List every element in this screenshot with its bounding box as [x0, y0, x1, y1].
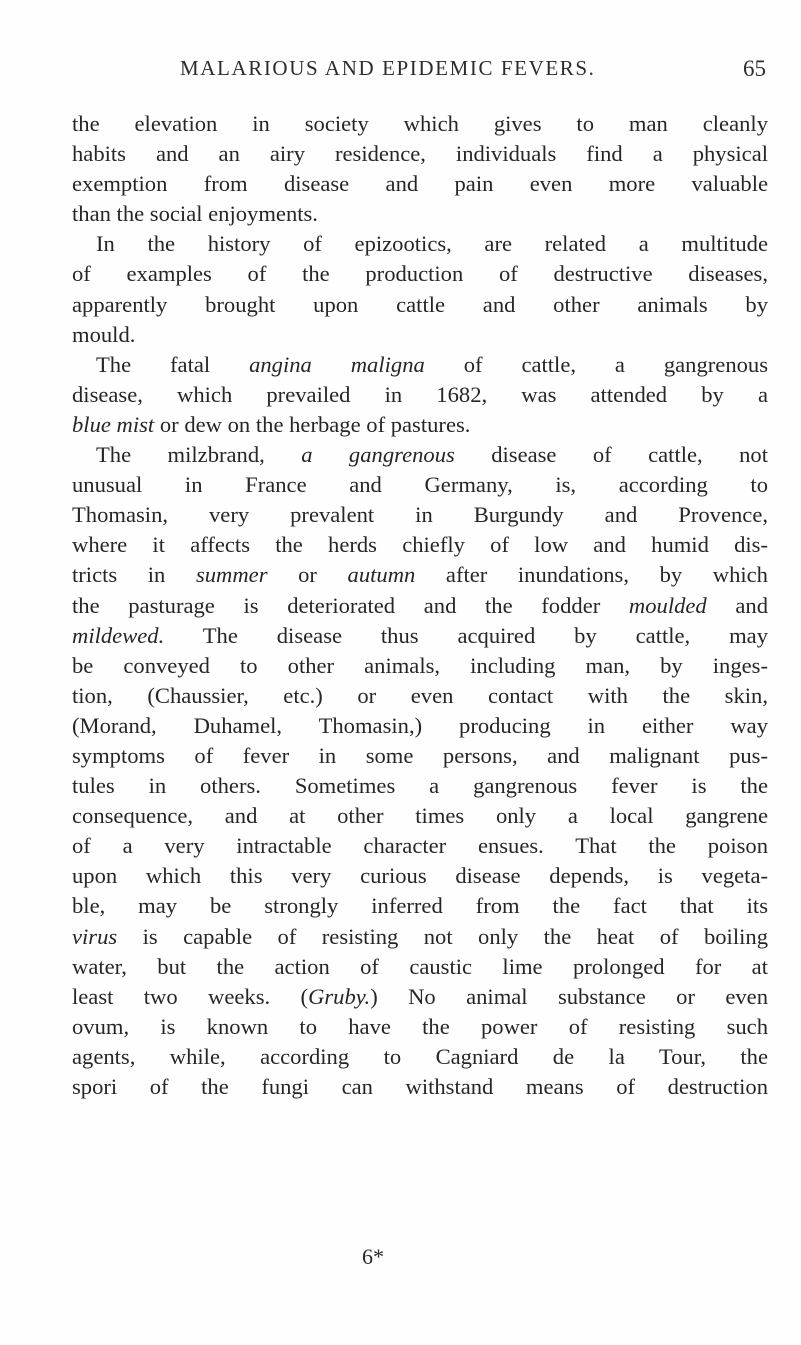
text-line	[72, 741, 768, 771]
text-line	[72, 109, 768, 139]
text-segment: of cattle, a gangrenous	[424, 351, 768, 377]
text-segment: (Morand, Duhamel, Thomasin,) producing in either way	[72, 712, 768, 738]
text-segment: or	[267, 562, 348, 588]
text-segment: water, but the action of caustic lime prolonged for at	[72, 953, 768, 979]
text-line	[72, 440, 768, 470]
text-segment: symptoms of fever in some persons, and malignant pus-	[72, 742, 768, 768]
text-segment: than the social enjoyments.	[72, 201, 318, 227]
text-segment: tules in others. Sometimes a gangrenous fever is the	[72, 773, 768, 799]
text-segment: The fatal	[96, 351, 250, 377]
text-segment: The milzbrand,	[96, 442, 302, 468]
text-line	[72, 139, 768, 169]
text-segment: apparently brought upon cattle and other animals by	[72, 291, 768, 317]
text-segment: where it affects the herds chiefly of low and humid dis-	[72, 532, 768, 558]
text-line	[72, 380, 768, 410]
running-head: MALARIOUS AND EPIDEMIC FEVERS.	[180, 56, 596, 80]
text-line	[72, 320, 768, 350]
text-line	[72, 711, 768, 741]
text-line	[72, 681, 768, 711]
text-segment: ovum, is known to have the power of resisting such	[72, 1013, 768, 1039]
text-segment: after inundations, by which	[415, 562, 768, 588]
text-segment: spori of the fungi can withstand means of destruction	[72, 1074, 768, 1099]
text-line	[72, 410, 768, 440]
text-line	[72, 982, 768, 1012]
italic-text: a gangrenous	[301, 442, 455, 468]
text-segment: agents, while, according to Cagniard de la Tour, the	[72, 1043, 768, 1069]
text-line	[72, 621, 768, 651]
text-segment: least two weeks. (	[72, 983, 309, 1009]
body-text	[72, 109, 768, 1102]
italic-text: autumn	[347, 562, 416, 588]
text-line	[72, 771, 768, 801]
text-line	[72, 831, 768, 861]
text-line	[72, 290, 768, 320]
italic-text: summer	[195, 562, 268, 588]
italic-text: moulded	[628, 592, 707, 618]
text-line	[72, 530, 768, 560]
text-segment: exemption from disease and pain even more valuable	[72, 171, 768, 197]
text-line	[72, 801, 768, 831]
text-line	[72, 952, 768, 982]
text-segment: Thomasin, very prevalent in Burgundy and Provence,	[72, 502, 768, 528]
text-line	[72, 861, 768, 891]
italic-text: angina maligna	[249, 351, 425, 377]
text-segment: the pasturage is deteriorated and the fodder	[72, 592, 629, 618]
text-line	[72, 259, 768, 289]
italic-text: Gruby.	[308, 983, 371, 1009]
text-line	[72, 470, 768, 500]
text-line	[72, 1042, 768, 1072]
text-segment: disease, which prevailed in 1682, was attended by a	[72, 381, 768, 407]
text-segment: the elevation in society which gives to man cleanly	[72, 111, 768, 136]
signature-mark: 6*	[362, 1244, 384, 1269]
text-line	[72, 229, 768, 259]
page-number: 65	[743, 56, 766, 81]
text-line	[72, 922, 768, 952]
text-segment: consequence, and at other times only a local gangrene	[72, 803, 768, 829]
text-segment: In the history of epizootics, are related a multitude	[96, 231, 768, 257]
text-line	[72, 500, 768, 530]
text-segment: or dew on the herbage of pastures.	[154, 411, 471, 437]
text-line	[72, 891, 768, 921]
text-segment: disease of cattle, not	[454, 442, 768, 468]
text-line	[72, 1072, 768, 1102]
text-segment: tion, (Chaussier, etc.) or even contact with the skin,	[72, 682, 768, 708]
italic-text: virus	[72, 923, 118, 949]
text-segment: upon which this very curious disease depends, is vegeta-	[72, 863, 768, 889]
text-line	[72, 651, 768, 681]
text-segment: ble, may be strongly inferred from the fact that its	[72, 893, 768, 919]
text-line	[72, 1012, 768, 1042]
text-segment: ) No animal substance or even	[370, 983, 768, 1009]
text-segment: and	[706, 592, 768, 618]
text-segment: of examples of the production of destructive diseases,	[72, 261, 768, 287]
text-line	[72, 350, 768, 380]
text-segment: be conveyed to other animals, including man, by inges-	[72, 652, 768, 678]
text-line	[72, 560, 768, 590]
text-line	[72, 169, 768, 199]
text-segment: habits and an airy residence, individuals find a physical	[72, 141, 768, 167]
italic-text: blue mist	[72, 411, 155, 437]
text-segment: is capable of resisting not only the heat of boiling	[117, 923, 768, 949]
page-header	[128, 56, 766, 90]
text-segment: tricts in	[72, 562, 196, 588]
text-line	[72, 199, 768, 229]
text-segment: unusual in France and Germany, is, according to	[72, 472, 768, 498]
text-line	[72, 591, 768, 621]
text-segment: mould.	[72, 321, 136, 347]
italic-text: mildewed.	[72, 622, 165, 648]
text-segment: The disease thus acquired by cattle, may	[164, 622, 768, 648]
text-segment: of a very intractable character ensues. That the poison	[72, 833, 768, 859]
